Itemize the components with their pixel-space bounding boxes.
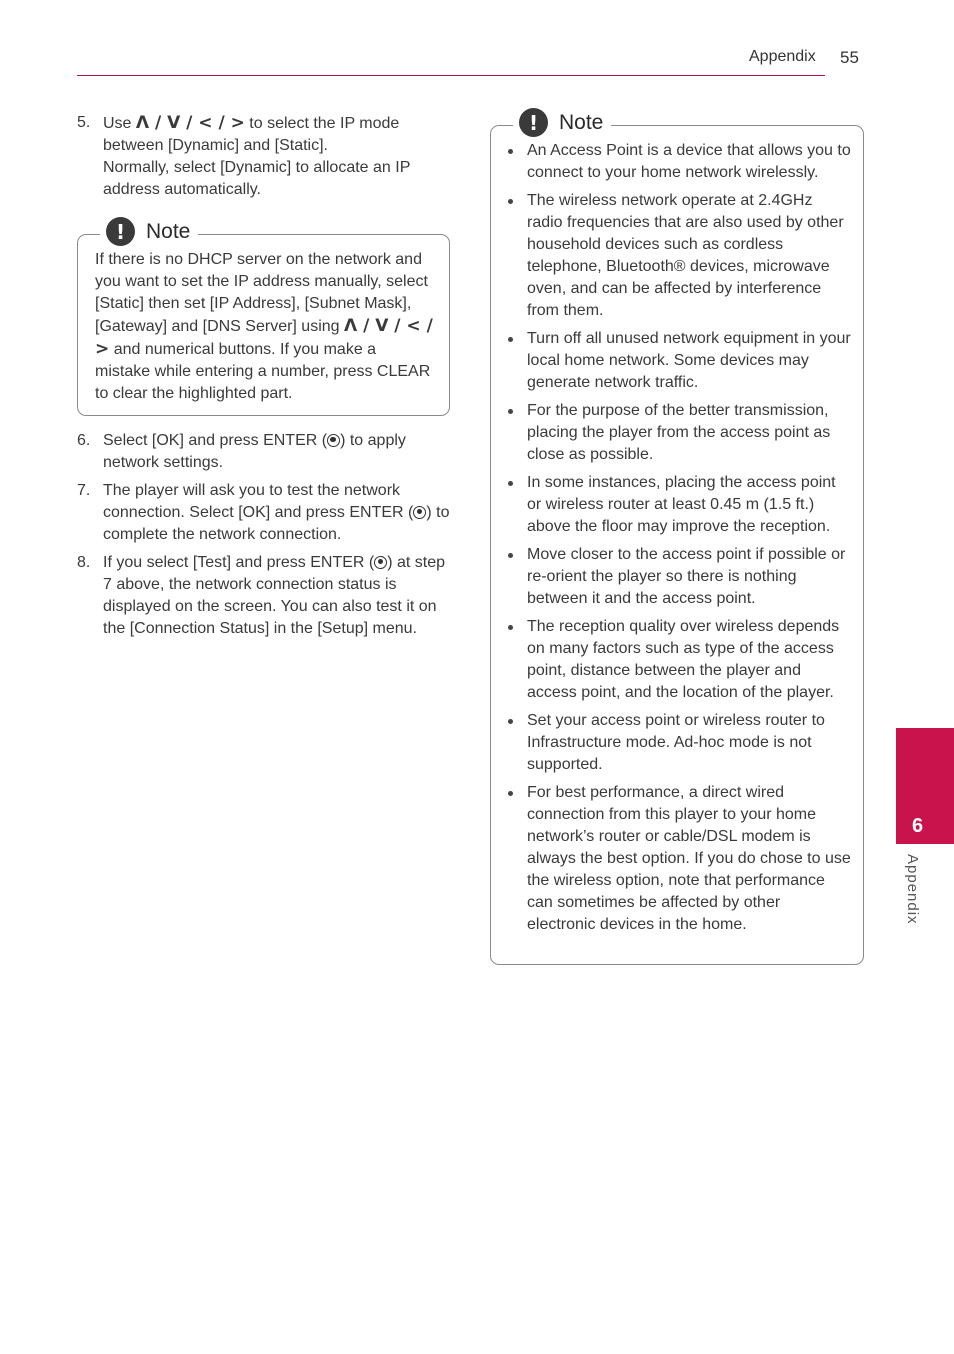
- list-item: For the purpose of the better transmission, placing the player from the access point as close as possible.: [505, 400, 851, 466]
- chapter-number: 6: [912, 815, 924, 837]
- step-number: 6.: [77, 432, 91, 449]
- step-number: 7.: [77, 482, 91, 499]
- chapter-tab: [896, 728, 954, 844]
- step-7: [77, 480, 450, 546]
- exclamation-icon: !: [519, 108, 548, 137]
- note-text: If there is no DHCP server on the network and you want to set the IP address manually, select [Static] then set [IP Address], [Subnet Mask], [Gateway] and [DNS Server] using Λ / V / < / > and numerical buttons. If you make a mistake while entering a number, press CLEAR to clear the highlighted part.: [95, 251, 433, 402]
- enter-button-icon: [413, 506, 426, 519]
- step-text: ) to apply network settings.: [103, 432, 406, 471]
- step-text: The player will ask you to test the network connection. Select [OK] and press ENTER (: [103, 482, 414, 521]
- step-text-line2: Normally, select [Dynamic] to allocate an IP address automatically.: [103, 159, 411, 198]
- enter-button-icon: [374, 556, 387, 569]
- list-item: The wireless network operate at 2.4GHz radio frequencies that are also used by other household devices such as cordless telephone, Bluetooth® devices, microwave oven, and can be affected by interference from them.: [505, 190, 851, 322]
- step-text: ) at step 7 above, the network connection status is displayed on the screen. You can also test it on the [Connection Status] in the [Setup] menu.: [103, 554, 446, 637]
- step-number: 8.: [77, 554, 91, 571]
- note-title: Note: [559, 110, 604, 134]
- list-item: Turn off all unused network equipment in your local home network. Some devices may generate network traffic.: [505, 328, 851, 394]
- step-text: Use: [103, 115, 136, 132]
- exclamation-icon: !: [106, 217, 135, 246]
- step-text: ) to complete the network connection.: [103, 504, 450, 543]
- step-6: [77, 430, 450, 474]
- step-text: Select [OK] and press ENTER (: [103, 432, 328, 449]
- list-item: The reception quality over wireless depends on many factors such as type of the access point, distance between the player and access point, and the location of the player.: [505, 616, 851, 704]
- list-item: Move closer to the access point if possible or re-orient the player so there is nothing between it and the access point.: [505, 544, 851, 610]
- note-box-ip-static: [77, 219, 450, 416]
- arrow-buttons-icon: Λ / V / < / >: [95, 316, 433, 359]
- step-8: [77, 552, 450, 640]
- header-rule: [77, 75, 825, 76]
- step-text: If you select [Test] and press ENTER (: [103, 554, 375, 571]
- note-box-wireless: [490, 110, 864, 965]
- list-item: An Access Point is a device that allows you to connect to your home network wirelessly.: [505, 140, 851, 184]
- step-5: [77, 112, 450, 201]
- list-item: Set your access point or wireless router to Infrastructure mode. Ad-hoc mode is not supported.: [505, 710, 851, 776]
- chapter-label: Appendix: [904, 854, 921, 925]
- note-bullet-list: [505, 140, 851, 936]
- step-text: to select the IP mode between [Dynamic] and [Static].: [103, 115, 400, 154]
- note-heading: [100, 217, 198, 246]
- list-item: In some instances, placing the access point or wireless router at least 0.45 m (1.5 ft.) above the floor may improve the reception.: [505, 472, 851, 538]
- note-title: Note: [146, 219, 191, 243]
- note-heading: [513, 108, 611, 137]
- page-number: 55: [840, 48, 859, 67]
- left-column: [77, 112, 450, 646]
- header-section-title: Appendix: [749, 48, 816, 65]
- arrow-buttons-icon: Λ / V / < / >: [135, 113, 245, 133]
- step-number: 5.: [77, 114, 91, 131]
- list-item: For best performance, a direct wired connection from this player to your home network’s router or cable/DSL modem is always the best option. If you do chose to use the wireless option, note that performance can sometimes be affected by other electronic devices in the home.: [505, 782, 851, 936]
- enter-button-icon: [327, 434, 340, 447]
